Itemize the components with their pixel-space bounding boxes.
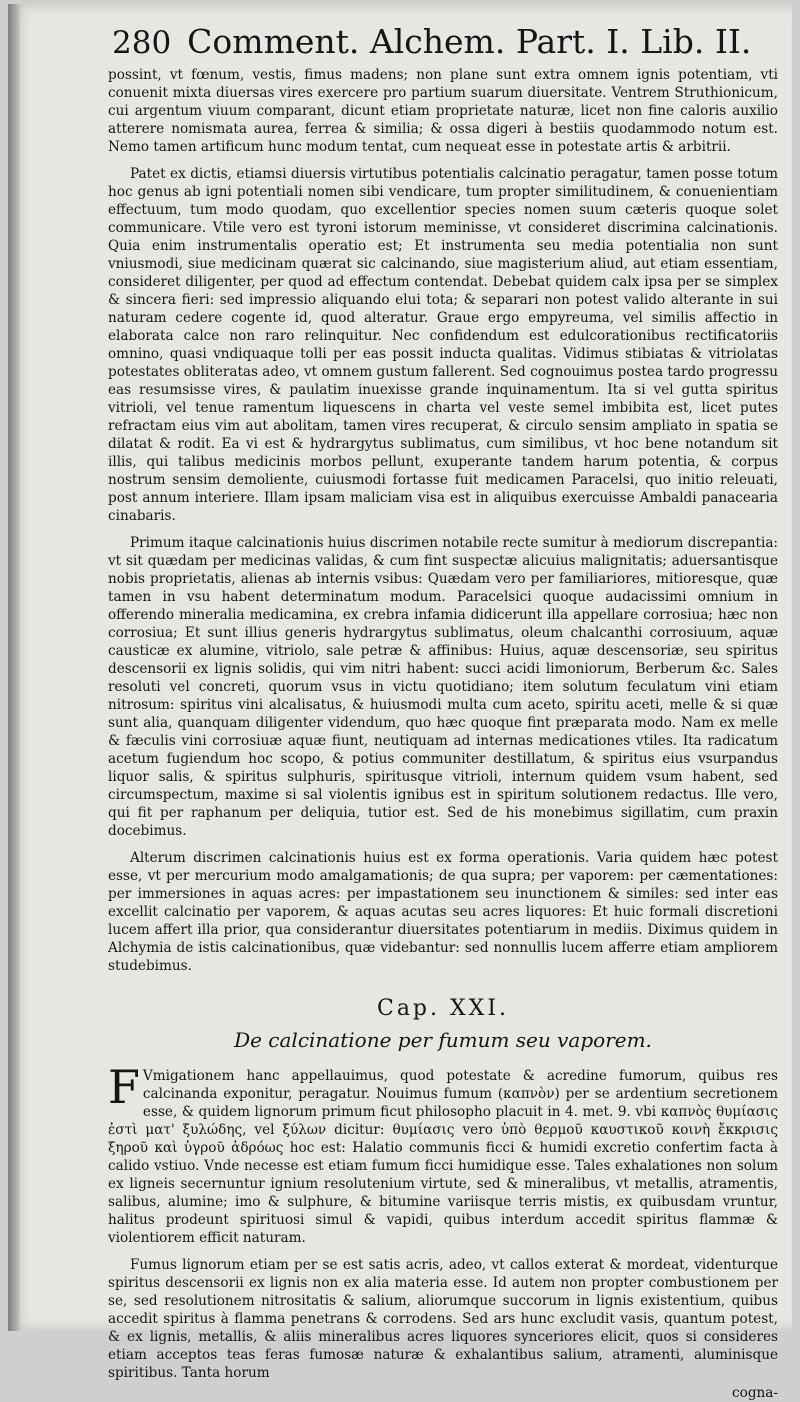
paragraph-first-text: Vmigationem hanc appellauimus, quod potestate & acredine fumorum, quibus res calcinanda exponitur, peragatur. Nouimus fumum (καπνὸν) per se ardentium secretionem esse, & quidem lignorum primum ficut philosopho placuit in 4. met. 9. vbi καπνὸς θυμίασις ἐστὶ ματ' ξυλώδης, vel ξύλων dicitur: θυμίασις vero ὑπὸ θερμοῦ καυστικοῦ κοινὴ ἔκκρισις ξηροῦ καὶ ὑγροῦ ἁδρόως hoc est: Halatio communis ficci & humidi excretio confertim facta à calido vstiuo. Vnde necesse est etiam fumum ficci humidique esse. Tales exhalationes non solum ex ligneis secernuntur ignium resolutenium virtute, sed & mineralibus, vt metallis, atramentis, salibus, alumine; imo & sulphure, & bitumine variisque terris mistis, ex quibusdam vruntur, halitus prodeunt spirituosi simul & vapidi, quibus interdum accedit spiritus flammæ & violentiorem efficit naturam.: [108, 1068, 778, 1246]
paragraph: Primum itaque calcinationis huius discrimen notabile recte sumitur à mediorum discrepantia: vt sit quædam per medicinas validas, & cum fint suspectæ alicuius malignitatis; aduersantisque nobis proprietatis, alienas ab internis vsibus: Quædam vero per familiariores, mitioresque, quæ tamen in vsu habent determinatum modum. Paracelsici quoque audacissimi omnium in offerendo mineralia medicamina, ex crebra infamia didicerunt illa appellare corrosiua; hæc non corrosiua; Et sunt illius generis hydrargytus sublimatus, oleum chalcanthi corrosiuum, aquæ causticæ ex alumine, vitriolo, sale petræ & affinibus: Huius, aquæ descensoriæ, seu spiritus descensorii ex lignis solidis, qui vim nitri habent: succi acidi limoniorum, Berberum &c. Sales resoluti vel concreti, quorum vsus in victu quotidiano; item solutum feculatum vini etiam nitrosum: spiritus vini alcalisatus, & huiusmodi multa cum aceto, spiritu aceti, melle & si quæ sunt alia, quanquam diligenter videndum, quo hæc quoque fint præparata modo. Nam ex melle & fæculis vini corrosiuæ aquæ fiunt, neutiquam ad internas medicationes vtiles. Ita radicatum acetum fugiendum hoc scopo, & potius communiter destillatum, & spiritus eius vsurpandus liquor salis, & spiritus sulphuris, spiritusque vitrioli, internum quidem vsum habent, sed circumspectum, maxime si sal violentis ignibus est in spiritum solutionem redactus. Ille vero, qui fit per raphanum per deliquia, tutior est. Sed de his monebimus sigillatim, cum praxin docebimus.: [108, 535, 778, 839]
chapter-heading: Cap. XXI.: [376, 996, 510, 1021]
book-spine-shadow: [8, 4, 20, 1331]
paragraph: Fumus lignorum etiam per se est satis acris, adeo, vt callos exterat & mordeat, videnturque spiritus descensorii ex lignis non ex alia materia esse. Id autem non propter combustionem per se, sed resolutionem nitrositatis & salium, aliorumque succorum in lignis existentium, quibus accedit spiritus à flamma penetrans & corrodens. Sed ars hunc excludit vasis, quantum potest, & ex lignis, metallis, & aliis mineralibus acres liquores synceriores elicit, quos si consideres etiam acceptos teas feras fumosæ naturæ & exhalantibus salium, atramenti, aluminisque spiritibus. Tanta horum: [108, 1257, 778, 1381]
drop-cap: F: [108, 1060, 140, 1114]
paragraph-first: [108, 1060, 778, 1247]
paragraph: possint, vt fœnum, vestis, fimus madens; non plane sunt extra omnem ignis potentiam, vti conuenit mixta diuersas vires exercere pro partium suarum diuersitate. Ventrem Struthionicum, cui argentum viuum comparant, dicunt etiam proprietate naturæ, licet non fine caloris auxilio atterere nomismata aurea, ferrea & similia; & ossa digeri à bestiis quodammodo notum est. Nemo tamen artificum hunc modum tentat, cum nequeat esse in potestate artis & arbitrii.: [108, 67, 778, 155]
page-number: 280: [112, 25, 172, 61]
chapter-title: De calcinatione per fumum seu vaporem.: [234, 1028, 652, 1052]
running-header: [112, 22, 778, 62]
paragraph: Alterum discrimen calcinationis huius est ex forma operationis. Varia quidem hæc potest esse, vt per mercurium modo amalgamationis; de qua supra; per vaporem: per cæmentationes: per immersiones in aquas acres: per impastationem seu inunctionem & similes: sed inter eas excellit calcinatio per vaporem, & aquas acutas seu acres liquores: Et huic formali discretioni lucem affert illa prior, qua considerantur diuersitates potentiarum in mediis. Diximus quidem in Alchymia de istis calcinationibus, quæ videbantur: sed nonnullis lucem afferre etiam ampliorem studebimus.: [108, 850, 778, 974]
catchword: cogna-: [732, 1385, 778, 1401]
book-page: [8, 4, 792, 1401]
paragraph: Patet ex dictis, etiamsi diuersis virtutibus potentialis calcinatio peragatur, tamen posse totum hoc genus ab igni potentiali nomen sibi vendicare, tum propter similitudinem, & conuenientiam effectuum, tum modo quodam, quo excellentior species nomen suum cæteris quoque solet communicare. Vtile vero est tyroni istorum meminisse, vt consideret discrimina calcinationis. Quia enim instrumentalis operatio est; Et instrumenta seu media potentialia non sunt vniusmodi, siue medicinam quærat sic calcinando, siue magisterium aliud, aut etiam essentiam, consideret diligenter, per quod ad effectum contendat. Debebat quidem calx ipsa per se simplex & sincera fieri: sed impressio aliquando elui tota; & separari non potest valido alterante in sui naturam cedere cogente id, quod alteratur. Graue ergo empyreuma, vel similis affectio in elaborata calce non raro relinquitur. Nec confidendum est edulcorationibus rectificatoriis omnino, quasi vndiquaque tolli per eas possit inducta qualitas. Vidimus stibiatas & vitriolatas potestates obliteratas adeo, vt omnem gustum fallerent. Sed cognouimus postea tardo progressu eas resumsisse vires, & paulatim inuexisse grande inquinamentum. Ita si vel gutta spiritus vitrioli, vel tenue ramentum liquescens in charta vel veste semel imbibita est, licet putes refractam eius vim aut abolitam, tamen vires recuperat, & circulo sensim ampliato in spatia se dilatat & rodit. Ea vi est & hydrargytus sublimatus, cum similibus, vt hoc bene notandum sit illis, qui talibus medicinis morbos pellunt, exuperante tandem harum potentia, & corpus nostrum sensim demoliente, cuiusmodi fortasse fuit medicamen Paracelsi, quo initio releuati, post annum interiere. Illam ipsam maliciam visa est in aliquibus exercuisse Ambaldi panacearia cinabaris.: [108, 166, 778, 524]
page-body: [108, 66, 778, 1402]
running-title: Comment. Alchem. Part. I. Lib. II.: [187, 22, 752, 61]
